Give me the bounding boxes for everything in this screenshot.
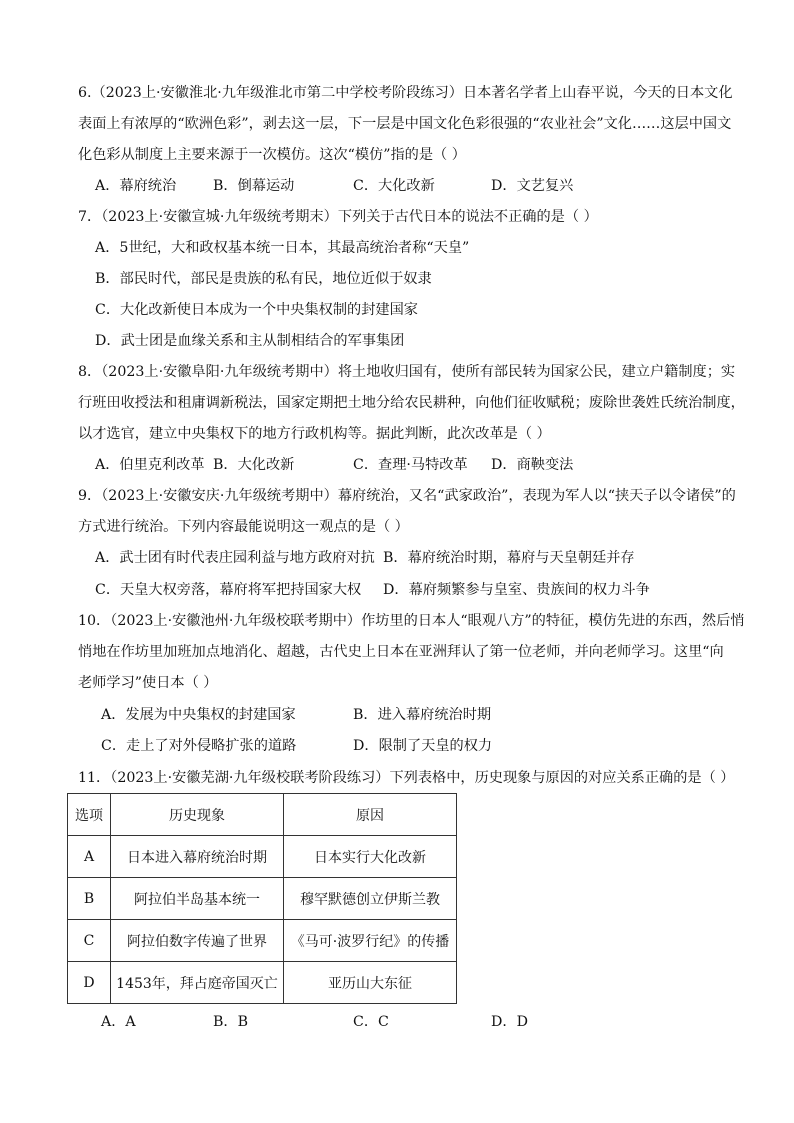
question-11-option-c: C．C	[353, 1014, 389, 1030]
question-6-option-b: B．倒幕运动	[213, 178, 295, 194]
question-6-line-3: 化色彩从制度上主要来源于一次模仿。这次“模仿”指的是（ ）	[78, 147, 466, 163]
question-9-option-b: B．幕府统治时期，幕府与天皇朝廷并存	[383, 550, 635, 566]
question-8-line-3: 以才选官，建立中央集权下的地方行政机构等。据此判断，此次改革是（ ）	[78, 426, 551, 442]
table-header-cell: 历史现象	[111, 794, 284, 836]
question-11-option-d: D．D	[491, 1014, 528, 1030]
question-9-option-a: A．武士团有时代表庄园利益与地方政府对抗	[95, 550, 375, 566]
question-10-option-c: C．走上了对外侵略扩张的道路	[101, 738, 297, 754]
question-7-option-a: A．5世纪，大和政权基本统一日本，其最高统治者称“天皇”	[95, 240, 470, 256]
table-cell: B	[68, 878, 111, 920]
question-10-line-1: 10．（2023上·安徽池州·九年级校联考期中）作坊里的日本人“眼观八方”的特征，模仿先进的东西，然后悄	[78, 613, 745, 629]
table-cell: 阿拉伯半岛基本统一	[111, 878, 284, 920]
question-11-stem: 11．（2023上·安徽芜湖·九年级校联考阶段练习）下列表格中，历史现象与原因的对应关系正确的是（ ）	[78, 770, 735, 786]
question-8-option-b: B．大化改新	[213, 457, 295, 473]
question-9-option-d: D．幕府频繁参与皇室、贵族间的权力斗争	[383, 582, 650, 598]
question-6-option-d: D．文艺复兴	[491, 178, 574, 194]
table-cell: 《马可·波罗行纪》的传播	[284, 920, 457, 962]
question-8-line-2: 行班田收授法和租庸调新税法，国家定期把土地分给农民耕种，向他们征收赋税；废除世袭姓氏统治制度，	[78, 395, 745, 411]
table-cell: D	[68, 962, 111, 1004]
question-8-option-c: C．查理·马特改革	[353, 457, 468, 473]
question-10-line-2: 悄地在作坊里加班加点地消化、超越，古代史上日本在亚洲拜认了第一位老师，并向老师学习。这里“向	[78, 644, 724, 660]
table-cell: 亚历山大东征	[284, 962, 457, 1004]
question-7-option-d: D．武士团是血缘关系和主从制相结合的军事集团	[95, 333, 405, 349]
table-cell: 阿拉伯数字传遍了世界	[111, 920, 284, 962]
table-header-cell: 选项	[68, 794, 111, 836]
question-10-option-a: A．发展为中央集权的封建国家	[101, 707, 296, 723]
table-cell: 日本实行大化改新	[284, 836, 457, 878]
question-7-stem: 7．（2023上·安徽宣城·九年级统考期末）下列关于古代日本的说法不正确的是（ ）	[78, 209, 598, 225]
question-9-line-1: 9．（2023上·安徽安庆·九年级统考期中）幕府统治，又名“武家政治”，表现为军人以“挟天子以令诸侯”的	[78, 488, 736, 504]
question-7-option-c: C．大化改新使日本成为一个中央集权制的封建国家	[95, 302, 418, 318]
table-header-cell: 原因	[284, 794, 457, 836]
table-cell: 1453年，拜占庭帝国灭亡	[111, 962, 284, 1004]
table-row	[68, 878, 457, 920]
question-6-line-2: 表面上有浓厚的“欧洲色彩”，剥去这一层，下一层是中国文化色彩很强的“农业社会”文化……这层中国文	[78, 116, 732, 132]
question-9-line-2: 方式进行统治。下列内容最能说明这一观点的是（ ）	[78, 519, 409, 535]
question-10-line-3: 老师学习”使日本（ ）	[78, 675, 218, 691]
question-11-option-b: B．B	[213, 1014, 249, 1030]
table-row	[68, 962, 457, 1004]
question-11-option-a: A．A	[101, 1014, 136, 1030]
table-cell: 日本进入幕府统治时期	[111, 836, 284, 878]
question-6-line-1: 6.（2023上·安徽淮北·九年级淮北市第二中学校考阶段练习）日本著名学者上山春平说，今天的日本文化	[78, 85, 733, 101]
table-header-row	[68, 794, 457, 836]
question-7-option-b: B．部民时代，部民是贵族的私有民，地位近似于奴隶	[95, 271, 432, 287]
question-8-option-a: A．伯里克利改革	[95, 457, 205, 473]
question-9-option-c: C．天皇大权旁落，幕府将军把持国家大权	[95, 582, 362, 598]
table-row	[68, 836, 457, 878]
table-cell: 穆罕默德创立伊斯兰教	[284, 878, 457, 920]
question-10-option-b: B．进入幕府统治时期	[353, 707, 492, 723]
question-8-line-1: 8．（2023上·安徽阜阳·九年级统考期中）将土地收归国有，使所有部民转为国家公民，建立户籍制度；实	[78, 364, 736, 380]
question-8-option-d: D．商鞅变法	[491, 457, 574, 473]
question-6-option-a: A．幕府统治	[95, 178, 177, 194]
question-10-option-d: D．限制了天皇的权力	[353, 738, 493, 754]
question-6-option-c: C．大化改新	[353, 178, 435, 194]
table-row	[68, 920, 457, 962]
table-cell: A	[68, 836, 111, 878]
table-cell: C	[68, 920, 111, 962]
question-11-table	[67, 793, 457, 1004]
